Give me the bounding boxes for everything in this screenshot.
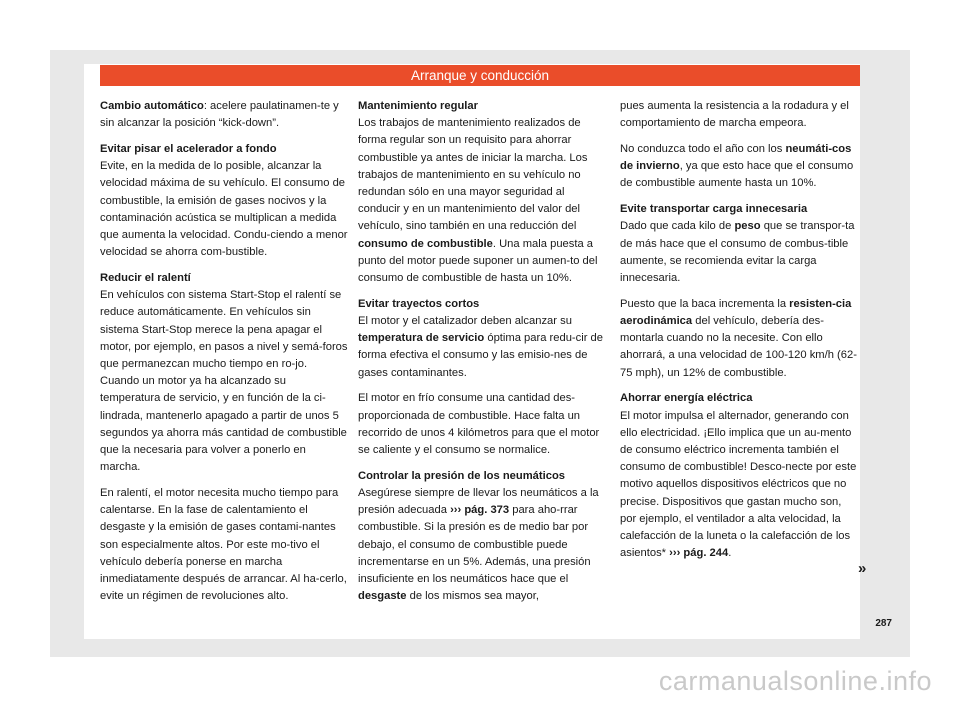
paragraph: Puesto que la baca incrementa la resisten-cia aerodinámica del vehículo, debería des-montarla cuando no la necesite. Con ello ahorrará, a una velocidad de 100-120 km/h (62-75 mph), un 12% de combustible. [620, 297, 857, 379]
paragraph: Los trabajos de mantenimiento realizados de forma regular son un requisito para ahorrar combustible ya antes de iniciar la marcha. Los trabajos de mantenimiento en su vehículo no redundan sólo en una mayor seguridad al conducir y en un mantenimiento del valor del vehículo, sino también en una reducción del consumo de combustible. Una mala puesta a punto del motor puede suponer un aumen-to del consumo de combustible de hasta un 10%. [358, 117, 598, 285]
paragraph: pues aumenta la resistencia a la rodadura y el comportamiento de marcha empeora. [620, 100, 849, 130]
paragraph: Evite, en la medida de lo posible, alcanzar la velocidad máxima de su vehículo. El consumo de combustible, la emisión de gases nocivos y la contaminación acústica se multiplican a medida que aumenta la velocidad. Condu-ciendo a menor velocidad se ahorra com-bustible. [100, 160, 348, 259]
page-number: 287 [875, 618, 892, 629]
paragraph: El motor en frío consume una cantidad des-proporcionada de combustible. Hace falta un recorrido de unos 4 kilómetros para que el motor se caliente y el consumo se normalice. [358, 392, 600, 457]
paragraph: El motor impulsa el alternador, generando con ello electricidad. ¡Ello implica que un au-mento de consumo eléctrico incrementa también el consumo de combustible! Desco-necte por este motivo aquellos dispositivos eléctricos que no precise. Dispositivos que gastan mucho son, por ejemplo, el ventilador a alta velocidad, la calefacción de la luneta o la calefacción de los asientos* ››› pág. 244. [620, 409, 857, 560]
section-title: Arranque y conducción [410, 68, 550, 83]
subheading: Evitar pisar el acelerador a fondo [100, 143, 277, 155]
subheading: Mantenimiento regular [358, 100, 478, 112]
page-reference-link[interactable]: ››› pág. 373 [450, 504, 510, 517]
paragraph: En vehículos con sistema Start-Stop el ralentí se reduce automáticamente. En vehículos sin sistema Start-Stop merece la pena apagar el motor, por ejemplo, en pasos a nivel y semá-foros que permanezcan mucho tiempo en ro-jo. Cuando un motor ya ha alcanzado su temperatura de servicio, y en función de la ci-lindrada, mantenerlo apagado a partir de unos 5 segundos ya ahorra más cantidad de combustible que la necesaria para volver a ponerlo en marcha. [100, 289, 348, 474]
column-left [100, 98, 348, 614]
column-middle [358, 98, 603, 614]
paragraph: El motor y el catalizador deben alcanzar su temperatura de servicio óptima para redu-cir de forma efectiva el consumo y las emisio-nes de gases contaminantes. [358, 315, 604, 379]
subheading: Evitar trayectos cortos [358, 297, 480, 310]
page-reference-link[interactable]: ››› pág. 244 [669, 547, 729, 560]
subheading: Reducir el ralentí [100, 272, 191, 285]
paragraph: Asegúrese siempre de llevar los neumáticos a la presión adecuada ››› pág. 373 para aho-rrar combustible. Si la presión es de medio bar por debajo, el consumo de combustible puede incrementarse en un 5%. Además, una presión insuficiente en los neumáticos hace que el desgaste de los mismos sea mayor, [358, 487, 599, 603]
paragraph: Cambio automático: acelere paulatinamen-te y sin alcanzar la posición “kick-down”. [100, 100, 339, 130]
paragraph: En ralentí, el motor necesita mucho tiempo para calentarse. En la fase de calentamiento el desgaste y la emisión de gases contami-nantes son especialmente altos. Por este mo-tivo el vehículo debería ponerse en marcha inmediatamente después de arrancar. Al ha-cerlo, evite un régimen de revoluciones alto. [100, 487, 347, 603]
section-header [100, 65, 860, 86]
subheading: Controlar la presión de los neumáticos [358, 469, 566, 482]
subheading: Evite transportar carga innecesaria [620, 203, 808, 216]
column-right [620, 98, 860, 571]
subheading: Ahorrar energía eléctrica [620, 392, 753, 405]
paragraph: No conduzca todo el año con los neumáti-cos de invierno, ya que esto hace que el consumo de combustible aumente hasta un 10%. [620, 143, 854, 190]
paragraph: Dado que cada kilo de peso que se transpor-ta de más hace que el consumo de combus-tible aumente, se recomienda evitar la carga innecesaria. [620, 220, 855, 285]
continue-icon: » [858, 560, 867, 577]
watermark: carmanualsonline.info [658, 666, 932, 696]
